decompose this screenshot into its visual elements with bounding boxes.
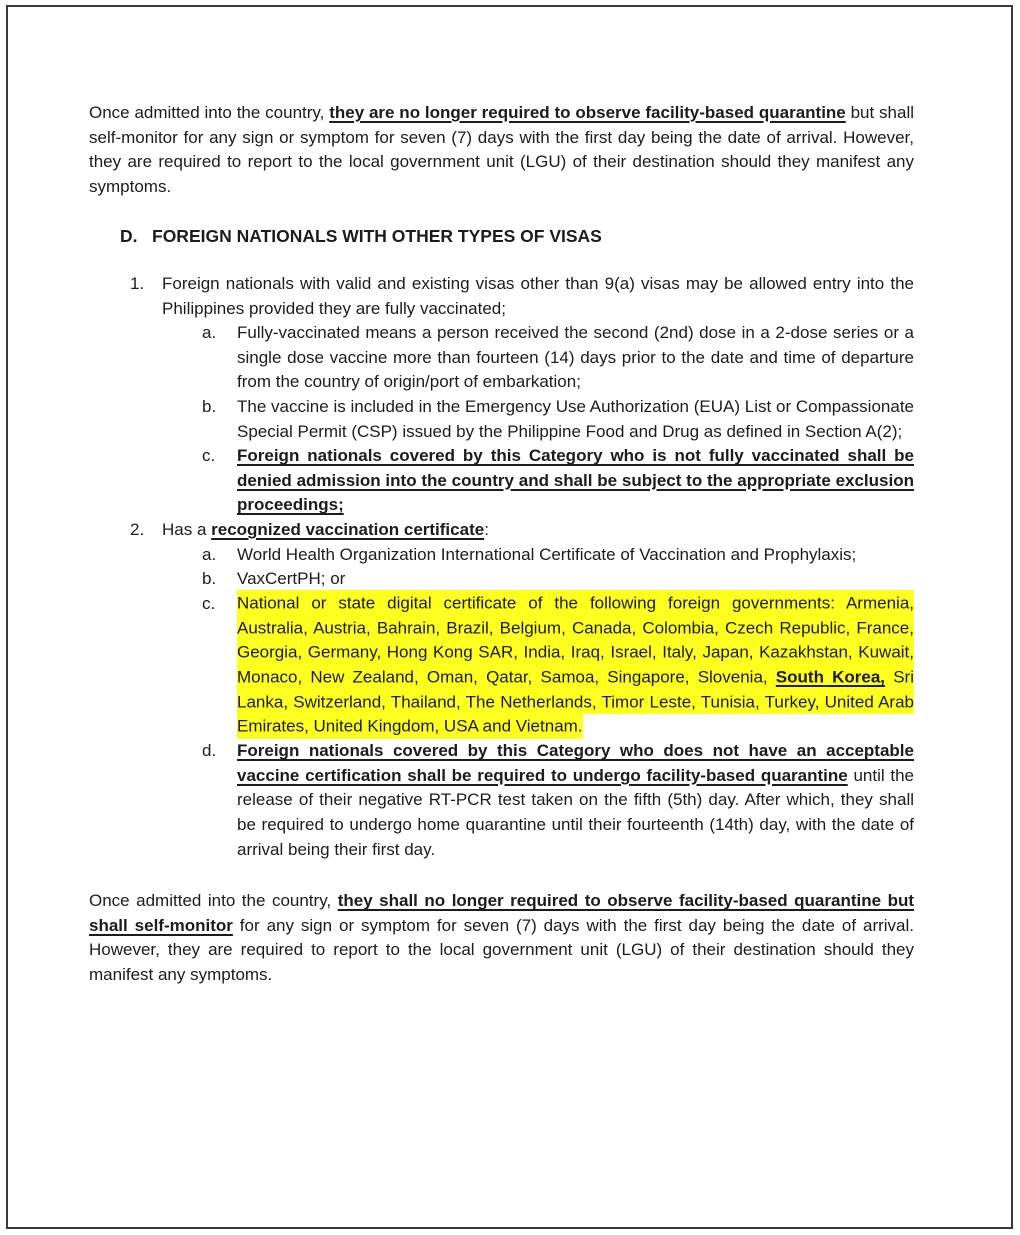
text-run: VaxCertPH; or (237, 569, 346, 589)
lettered-item (202, 444, 914, 518)
lettered-item (202, 395, 914, 444)
text-run: Foreign nationals covered by this Category who does not have an acceptable vaccine certification shall be required to undergo facility-based quarantine (237, 741, 914, 785)
item-text (162, 272, 914, 321)
document-page (6, 5, 1013, 1229)
section-heading (89, 224, 914, 249)
text-run: Once admitted into the country, (89, 891, 338, 911)
item-text (237, 567, 914, 592)
heading-text: FOREIGN NATIONALS WITH OTHER TYPES OF VISAS (152, 226, 602, 247)
intro-paragraph (89, 101, 914, 199)
lettered-item-highlighted (202, 592, 914, 740)
text-run: but shall self-monitor for any sign or symptom for seven (7) days with the first day being the date of arrival. However, they are required to report to the local government unit (LGU) of their destination should they manifest any symptoms. (89, 103, 915, 196)
item-marker: 2. (130, 519, 145, 539)
text-run: National or state digital certificate of the following foreign governments: Armenia, Australia, Austria, Bahrain, Brazil, Belgium, Canada, Colombia, Czech Republic, France, Georgia, Germany, Hong Kong SAR, India, Iraq, Israel, Italy, Japan, Kazakhstan, Kuwait, Monaco, New Zealand, Oman, Qatar, Samoa, Singapore, Slovenia, (237, 590, 914, 690)
text-run: Fully-vaccinated means a person received the second (2nd) dose in a 2-dose series or a single dose vaccine more than fourteen (14) days prior to the date and time of departure from the country of origin/port of embarkation; (237, 323, 914, 392)
lettered-item (202, 543, 914, 568)
lettered-item (202, 321, 914, 395)
item-text (237, 444, 914, 518)
text-run: Foreign nationals with valid and existing visas other than 9(a) visas may be allowed entry into the Philippines provided they are fully vaccinated; (162, 273, 914, 318)
item-marker: a. (202, 544, 217, 564)
text-run: recognized vaccination certificate (211, 519, 485, 539)
item-text (237, 592, 914, 740)
heading-marker: D. (120, 226, 138, 247)
text-run: for any sign or symptom for seven (7) days with the first day being the date of arrival. However, they are required to report to the local government unit (LGU) of their destination should they manifest any symptoms. (89, 915, 914, 984)
closing-paragraph (89, 889, 914, 987)
text-run: they shall no longer required to observe facility-based quarantine but shall self-monitor (89, 891, 915, 935)
text-run: The vaccine is included in the Emergency Use Authorization (EUA) List or Compassionate Special Permit (CSP) issued by the Philippine Food and Drug as defined in Section A(2); (237, 396, 914, 441)
numbered-item (130, 518, 914, 543)
document-content (89, 7, 914, 988)
item-marker: 1. (130, 273, 145, 293)
item-marker: d. (202, 741, 217, 761)
item-marker: c. (202, 593, 216, 613)
item-marker: a. (202, 323, 217, 343)
lettered-item (202, 739, 914, 862)
item-text (162, 518, 914, 543)
item-marker: b. (202, 396, 217, 416)
text-run: : (484, 519, 489, 539)
text-run: until the release of their negative RT-PCR test taken on the fifth (5th) day. After which, they shall be required to undergo home quarantine until their fourteenth (14th) day, with the date of arrival being their first day. (237, 765, 915, 859)
item-text (237, 321, 914, 395)
numbered-item (130, 272, 914, 321)
text-run: Foreign nationals covered by this Category who is not fully vaccinated shall be denied admission into the country and shall be subject to the appropriate exclusion proceedings; (237, 446, 914, 515)
text-run: Once admitted into the country, (89, 103, 330, 122)
item-marker: c. (202, 446, 216, 466)
item-text (237, 395, 914, 444)
text-run: Has a (162, 519, 212, 539)
text-run: World Health Organization International Certificate of Vaccination and Prophylaxis; (237, 544, 857, 564)
item-text (237, 739, 914, 862)
text-run: Sri Lanka, Switzerland, Thailand, The Netherlands, Timor Leste, Tunisia, Turkey, United Arab Emirates, United Kingdom, USA and Vietnam. (237, 664, 914, 739)
lettered-item (202, 567, 914, 592)
item-text (237, 543, 914, 568)
text-run: South Korea, (776, 664, 885, 690)
text-run: they are no longer required to observe facility-based quarantine (329, 103, 846, 122)
item-marker: b. (202, 569, 217, 589)
